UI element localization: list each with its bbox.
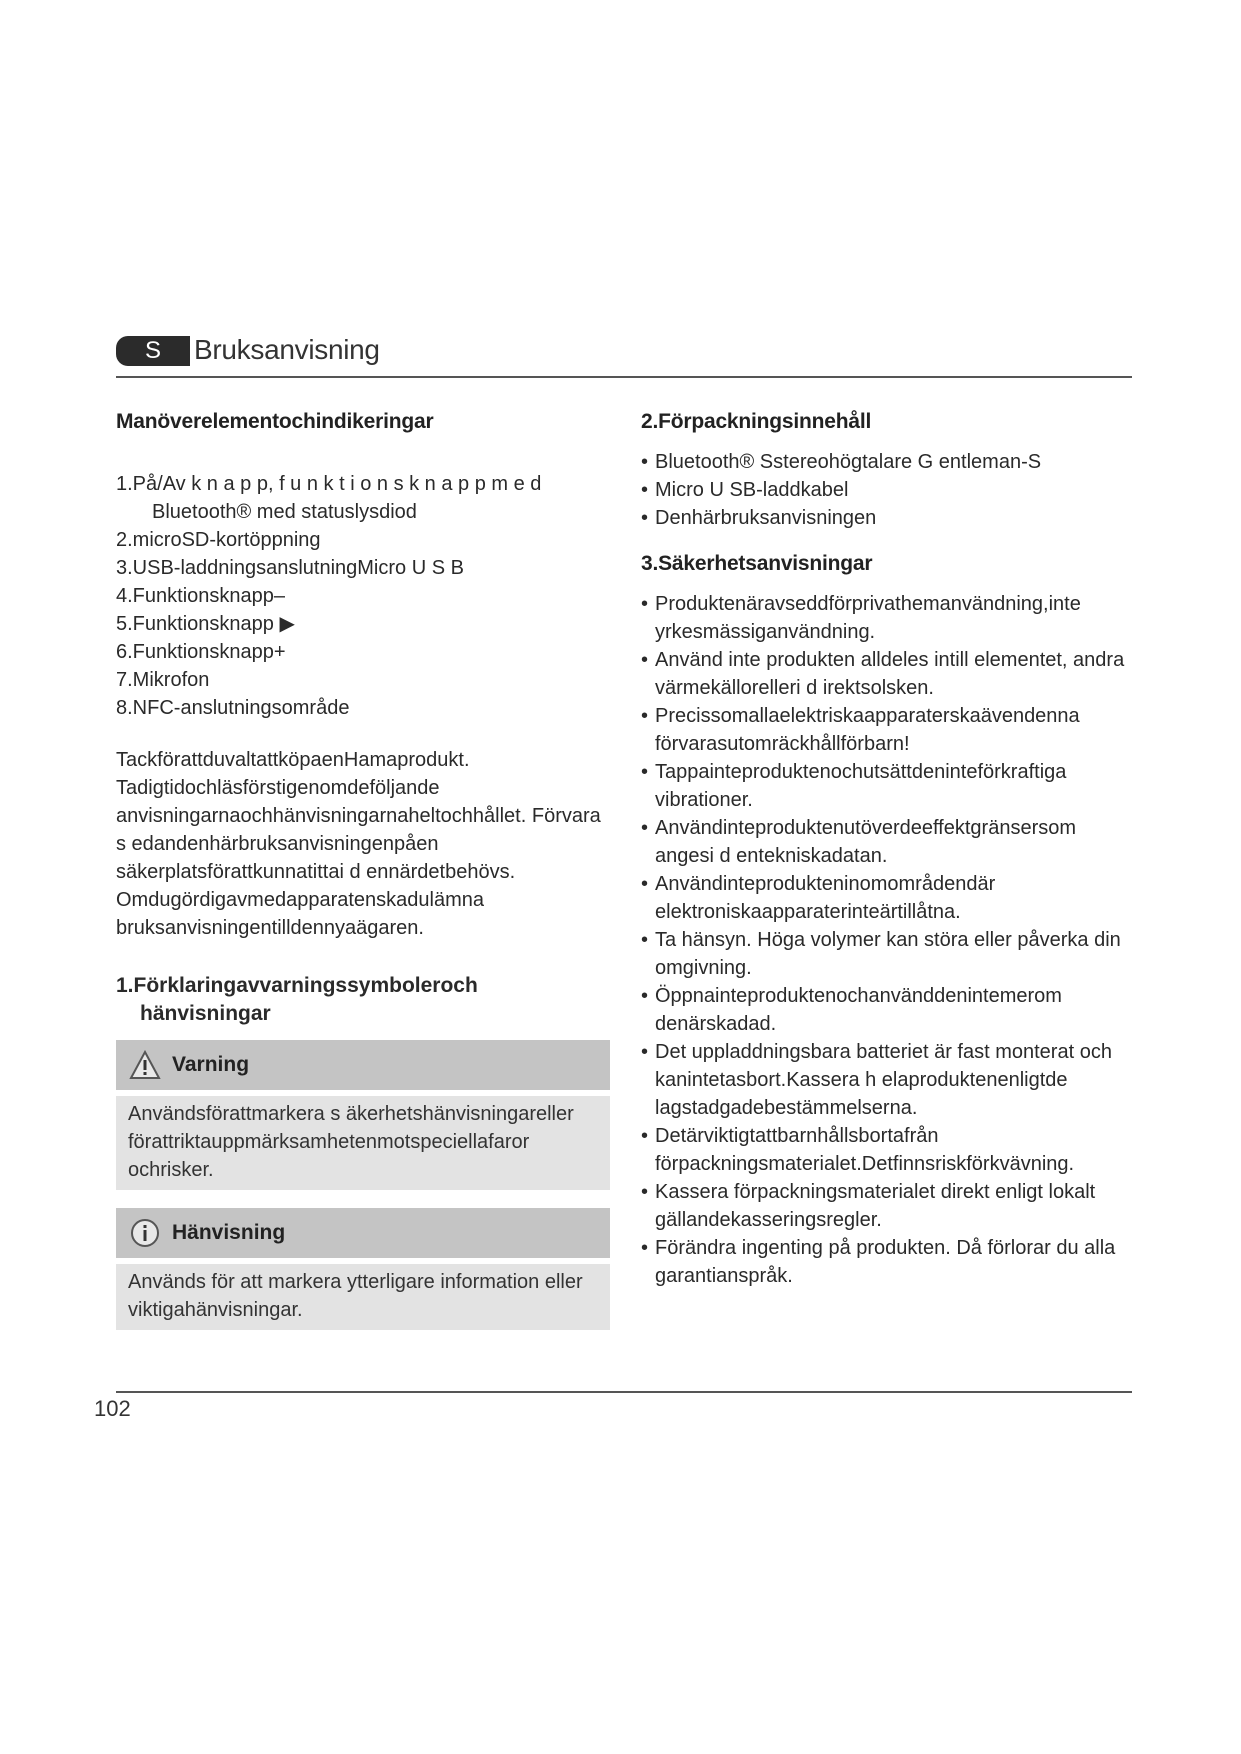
list-item: • Detärviktigtattbarnhållsbortafrån förpackningsmaterialet.Detfinnsriskförkvävning. [641,1122,1131,1178]
list-item: 8.NFC-anslutningsområde [116,697,350,719]
language-badge: S [116,336,190,366]
list-item: 7.Mikrofon [116,669,210,691]
footer-rule [116,1391,1132,1393]
list-item: 3.USB-laddningsanslutningMicro U S B [116,557,464,579]
list-item: 1.På/Av k n a p p, f u n k t i o n s k n a p p m e d Bluetooth® med statuslysdiod [116,473,542,523]
list-item: 5.Funktionsknapp ▶ [116,613,295,635]
list-item: • Precissomallaelektriskaapparaterskaävendenna förvarasutomräckhållförbarn! [641,702,1131,758]
section1-heading: 1.Förklaringavvarningssymboleroch hänvisningar [116,974,478,1025]
left-column [116,410,610,1330]
warning-header [116,1040,610,1090]
list-item: • Användinteprodukteninomområdendär elektroniskaapparaterinteärtillåtna. [641,870,1131,926]
controls-list [116,470,610,722]
list-item: • Ta hänsyn. Höga volymer kan störa eller påverka din omgivning. [641,926,1131,982]
page-header [116,334,1132,378]
warning-box [116,1040,610,1190]
list-item: 4.Funktionsknapp– [116,585,286,607]
list-item: • Förändra ingenting på produkten. Då förlorar du alla garantianspråk. [641,1234,1131,1290]
warning-text: Användsförattmarkera s äkerhetshänvisningareller förattriktauppmärksamhetenmotspeciellafaror ochrisker. [116,1096,610,1190]
list-item: • Öppnainteproduktenochanvänddenintemerom denärskadad. [641,982,1131,1038]
note-text: Används för att markera ytterligare information eller viktigahänvisningar. [116,1264,610,1330]
package-heading: 2.Förpackningsinnehåll [641,410,872,433]
list-item: 2.microSD-kortöppning [116,529,321,551]
page-number: 102 [94,1396,131,1421]
info-icon [128,1216,162,1250]
note-box [116,1208,610,1330]
header-title: Bruksanvisning [194,334,380,365]
list-item: • Använd inte produkten alldeles intill elementet, andra värmekällorelleri d irektsolsken. [641,646,1131,702]
note-title: Hänvisning [172,1221,286,1244]
list-item: • Micro U SB-laddkabel [641,476,1131,504]
warning-triangle-icon [128,1048,162,1082]
list-item: • Denhärbruksanvisningen [641,504,1131,532]
list-item: • Det uppladdningsbara batteriet är fast monterat och kanintetasbort.Kassera h elaproduktenenligtde lagstadgadebestämmelserna. [641,1038,1131,1122]
right-column [641,410,1131,1290]
intro-paragraph: TackförattduvaltattköpaenHamaprodukt. Tadigtidochläsförstigenomdeföljande anvisningarnaochhänvisningarnaheltochhållet. Förvara s edandenhärbruksanvisningenpåen säkerplatsförattkunnatittai d ennärdetbehövs. Omdugördigavmedapparatenskadulämna bruksanvisningentilldennyaägaren. [116,749,601,939]
list-item: • Bluetooth® Sstereohögtalare G entleman-S [641,448,1131,476]
note-header [116,1208,610,1258]
controls-heading: Manöverelementochindikeringar [116,410,434,433]
safety-list [641,590,1131,1290]
list-item: • Tappainteproduktenochutsättdeninteförkraftiga vibrationer. [641,758,1131,814]
warning-title: Varning [172,1053,250,1076]
safety-heading: 3.Säkerhetsanvisningar [641,552,873,575]
list-item: • Användinteproduktenutöverdeeffektgränsersom angesi d entekniskadatan. [641,814,1131,870]
list-item: • Kassera förpackningsmaterialet direkt enligt lokalt gällandekasseringsregler. [641,1178,1131,1234]
list-item: • Produktenäravseddförprivathemanvändning,inte yrkesmässiganvändning. [641,590,1131,646]
list-item: 6.Funktionsknapp+ [116,641,286,663]
package-list [641,448,1131,532]
